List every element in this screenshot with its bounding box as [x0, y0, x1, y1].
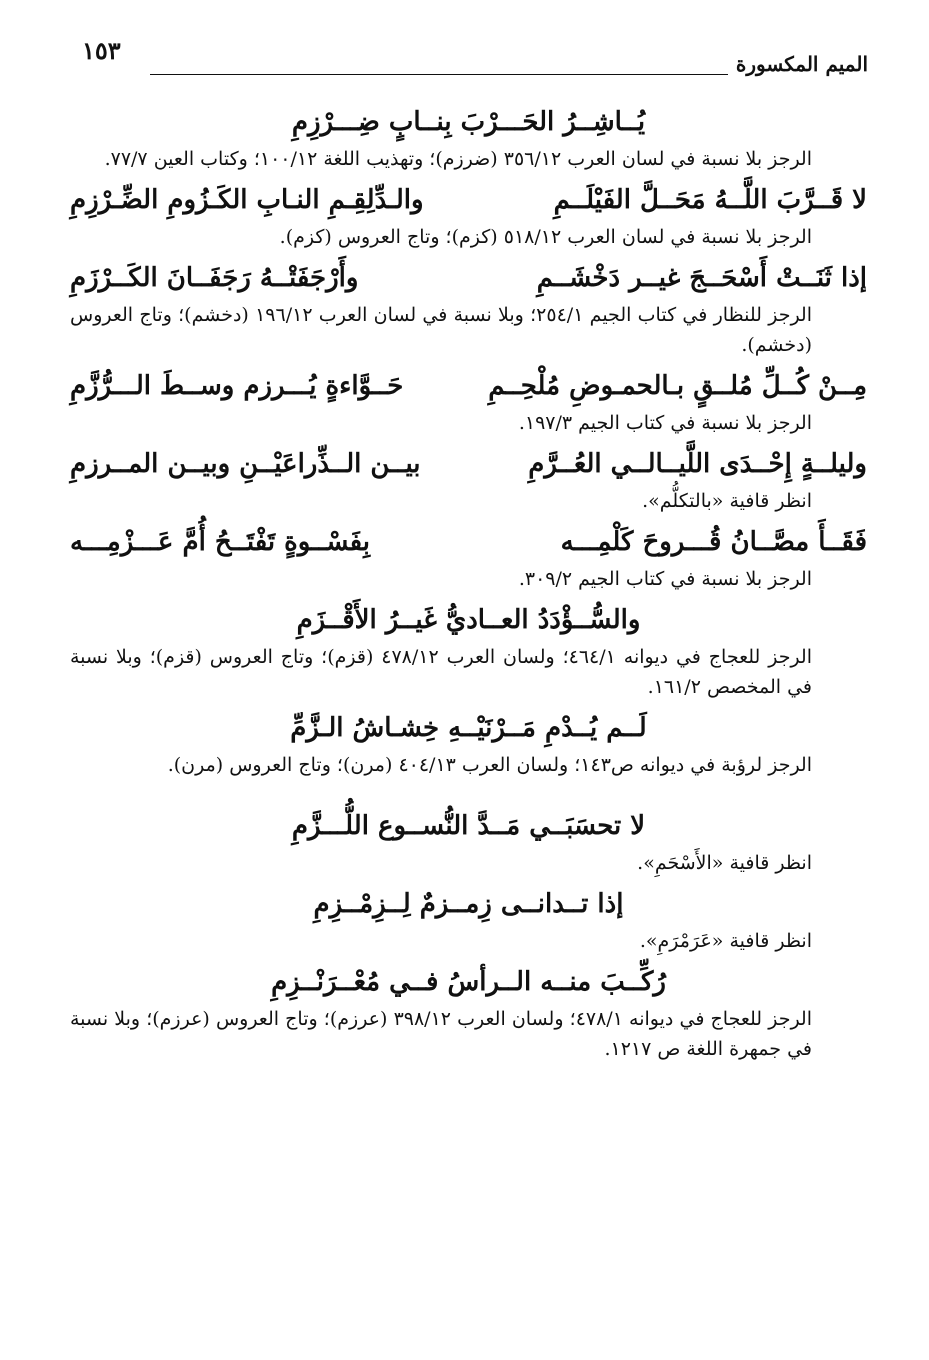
verse-line [70, 884, 867, 924]
source-note: الرجز بلا نسبة في لسان العرب ٥١٨/١٢ (كزم)؛ وتاج العروس (كزم). [279, 226, 812, 248]
verse-line [70, 180, 867, 220]
verse-line [70, 444, 867, 484]
verse-line [70, 522, 867, 562]
hemistich: يُــاشِــرُ الحَـــرْبَ بِنــابٍ ضِـــرْزِمِ [291, 107, 646, 137]
second-hemistich: بِفَسْــوةٍ تَفْتَــحُ أُمَّ عَـــزْمِـــه [70, 527, 371, 557]
hemistich: لا تحسَبَــي مَــدَّ النُّســوع اللُّـــزَّمِ [291, 811, 646, 841]
spacer [70, 786, 867, 800]
second-hemistich: وأَرْجَفَتْــهُ رَجَفَــانَ الكَــرْزَمِ [70, 263, 359, 293]
verse-line [70, 102, 867, 142]
second-hemistich: بيــن الــذِّراعَيْــنِ وبيــن المــرزمِ [70, 449, 421, 479]
first-hemistich: مِــنْ كُــلِّ مُلــقٍ بـالحمـوضِ مُلْحِــمِ [488, 371, 867, 401]
verse-line [70, 600, 867, 640]
verse-line [70, 806, 867, 846]
first-hemistich: إذا ثَنَــتْ أَسْحَــجَ غيــر دَخْشَــمِ [536, 263, 867, 293]
verse-line [70, 258, 867, 298]
hemistich: والسُّــؤْدَدُ العــاديُّ غَيــرُ الأَقْــزَمِ [296, 605, 641, 635]
hemistich: رُكِّــبَ منــه الــرأسُ فــي مُعْــرَنْــزِمِ [271, 967, 666, 997]
hemistich: إذا تــدانــى زِمــزمٌ لِــزِمْــزِمِ [313, 889, 624, 919]
first-hemistich: وليلــةٍ إِحْــدَى اللَّيــالــي العُــرَّمِ [528, 449, 867, 479]
source-note: الرجز بلا نسبة في كتاب الجيم ١٩٧/٣. [518, 412, 812, 434]
verse-line [70, 962, 867, 1002]
first-hemistich: لا قَــرَّبَ اللَّــهُ مَحَــلَّ الفَيْلَــمِ [553, 185, 867, 215]
second-hemistich: والـدِّلِقِـمِ النـابِ الكَـزُومِ الضِّـرْزِمِ [70, 185, 424, 215]
source-note: انظر قافية «عَرَمْرَمِ». [639, 930, 812, 952]
source-note: الرجز للعجاج في ديوانه ٤٧٨/١؛ ولسان العرب ٣٩٨/١٢ (عرزم)؛ وتاج العروس (عرزم)؛ وبلا نسبة في جمهرة اللغة ص ١٢١٧. [70, 1008, 813, 1060]
source-note: انظر قافية «بالتكلُّم». [642, 490, 812, 512]
source-note: الرجز لرؤبة في ديوانه ص١٤٣؛ ولسان العرب ٤٠٤/١٣ (مرن)؛ وتاج العروس (مرن). [167, 754, 812, 776]
source-note: الرجز بلا نسبة في لسان العرب ٣٥٦/١٢ (ضرزم)؛ وتهذيب اللغة ١٠٠/١٢؛ وكتاب العين ٧٧/٧. [104, 148, 812, 170]
source-note: الرجز بلا نسبة في كتاب الجيم ٣٠٩/٢. [518, 568, 812, 590]
source-note: انظر قافية «الأَسْحَمِ». [637, 852, 812, 874]
second-hemistich: حَــوَّاءةٍ يُـــرزم وســطَ الـــرُّزَّمِ [70, 371, 404, 401]
source-note: الرجز للنظار في كتاب الجيم ٢٥٤/١؛ وبلا نسبة في لسان العرب ١٩٦/١٢ (دخشم)؛ وتاج العروس (دخشم). [70, 304, 812, 356]
source-note: الرجز للعجاج في ديوانه ٤٦٤/١؛ ولسان العرب ٤٧٨/١٢ (قزم)؛ وتاج العروس (قزم)؛ وبلا نسبة في المخصص ١٦١/٢. [70, 646, 812, 698]
first-hemistich: فَقَــأَ مصَّــانُ قُـــروحَ كَلْمِـــه [560, 527, 867, 557]
hemistich: لَــم يُــدْمِ مَــرْنَيْــهِ خِشـاشُ الـزَّمِّ [290, 713, 647, 743]
running-header [60, 30, 868, 80]
header-rule [150, 74, 728, 75]
verse-line [70, 366, 867, 406]
verse-line [70, 708, 867, 748]
page-content [70, 96, 867, 1070]
page-number: ١٥٣ [82, 36, 121, 65]
chapter-title: الميم المكسورة [735, 52, 868, 76]
